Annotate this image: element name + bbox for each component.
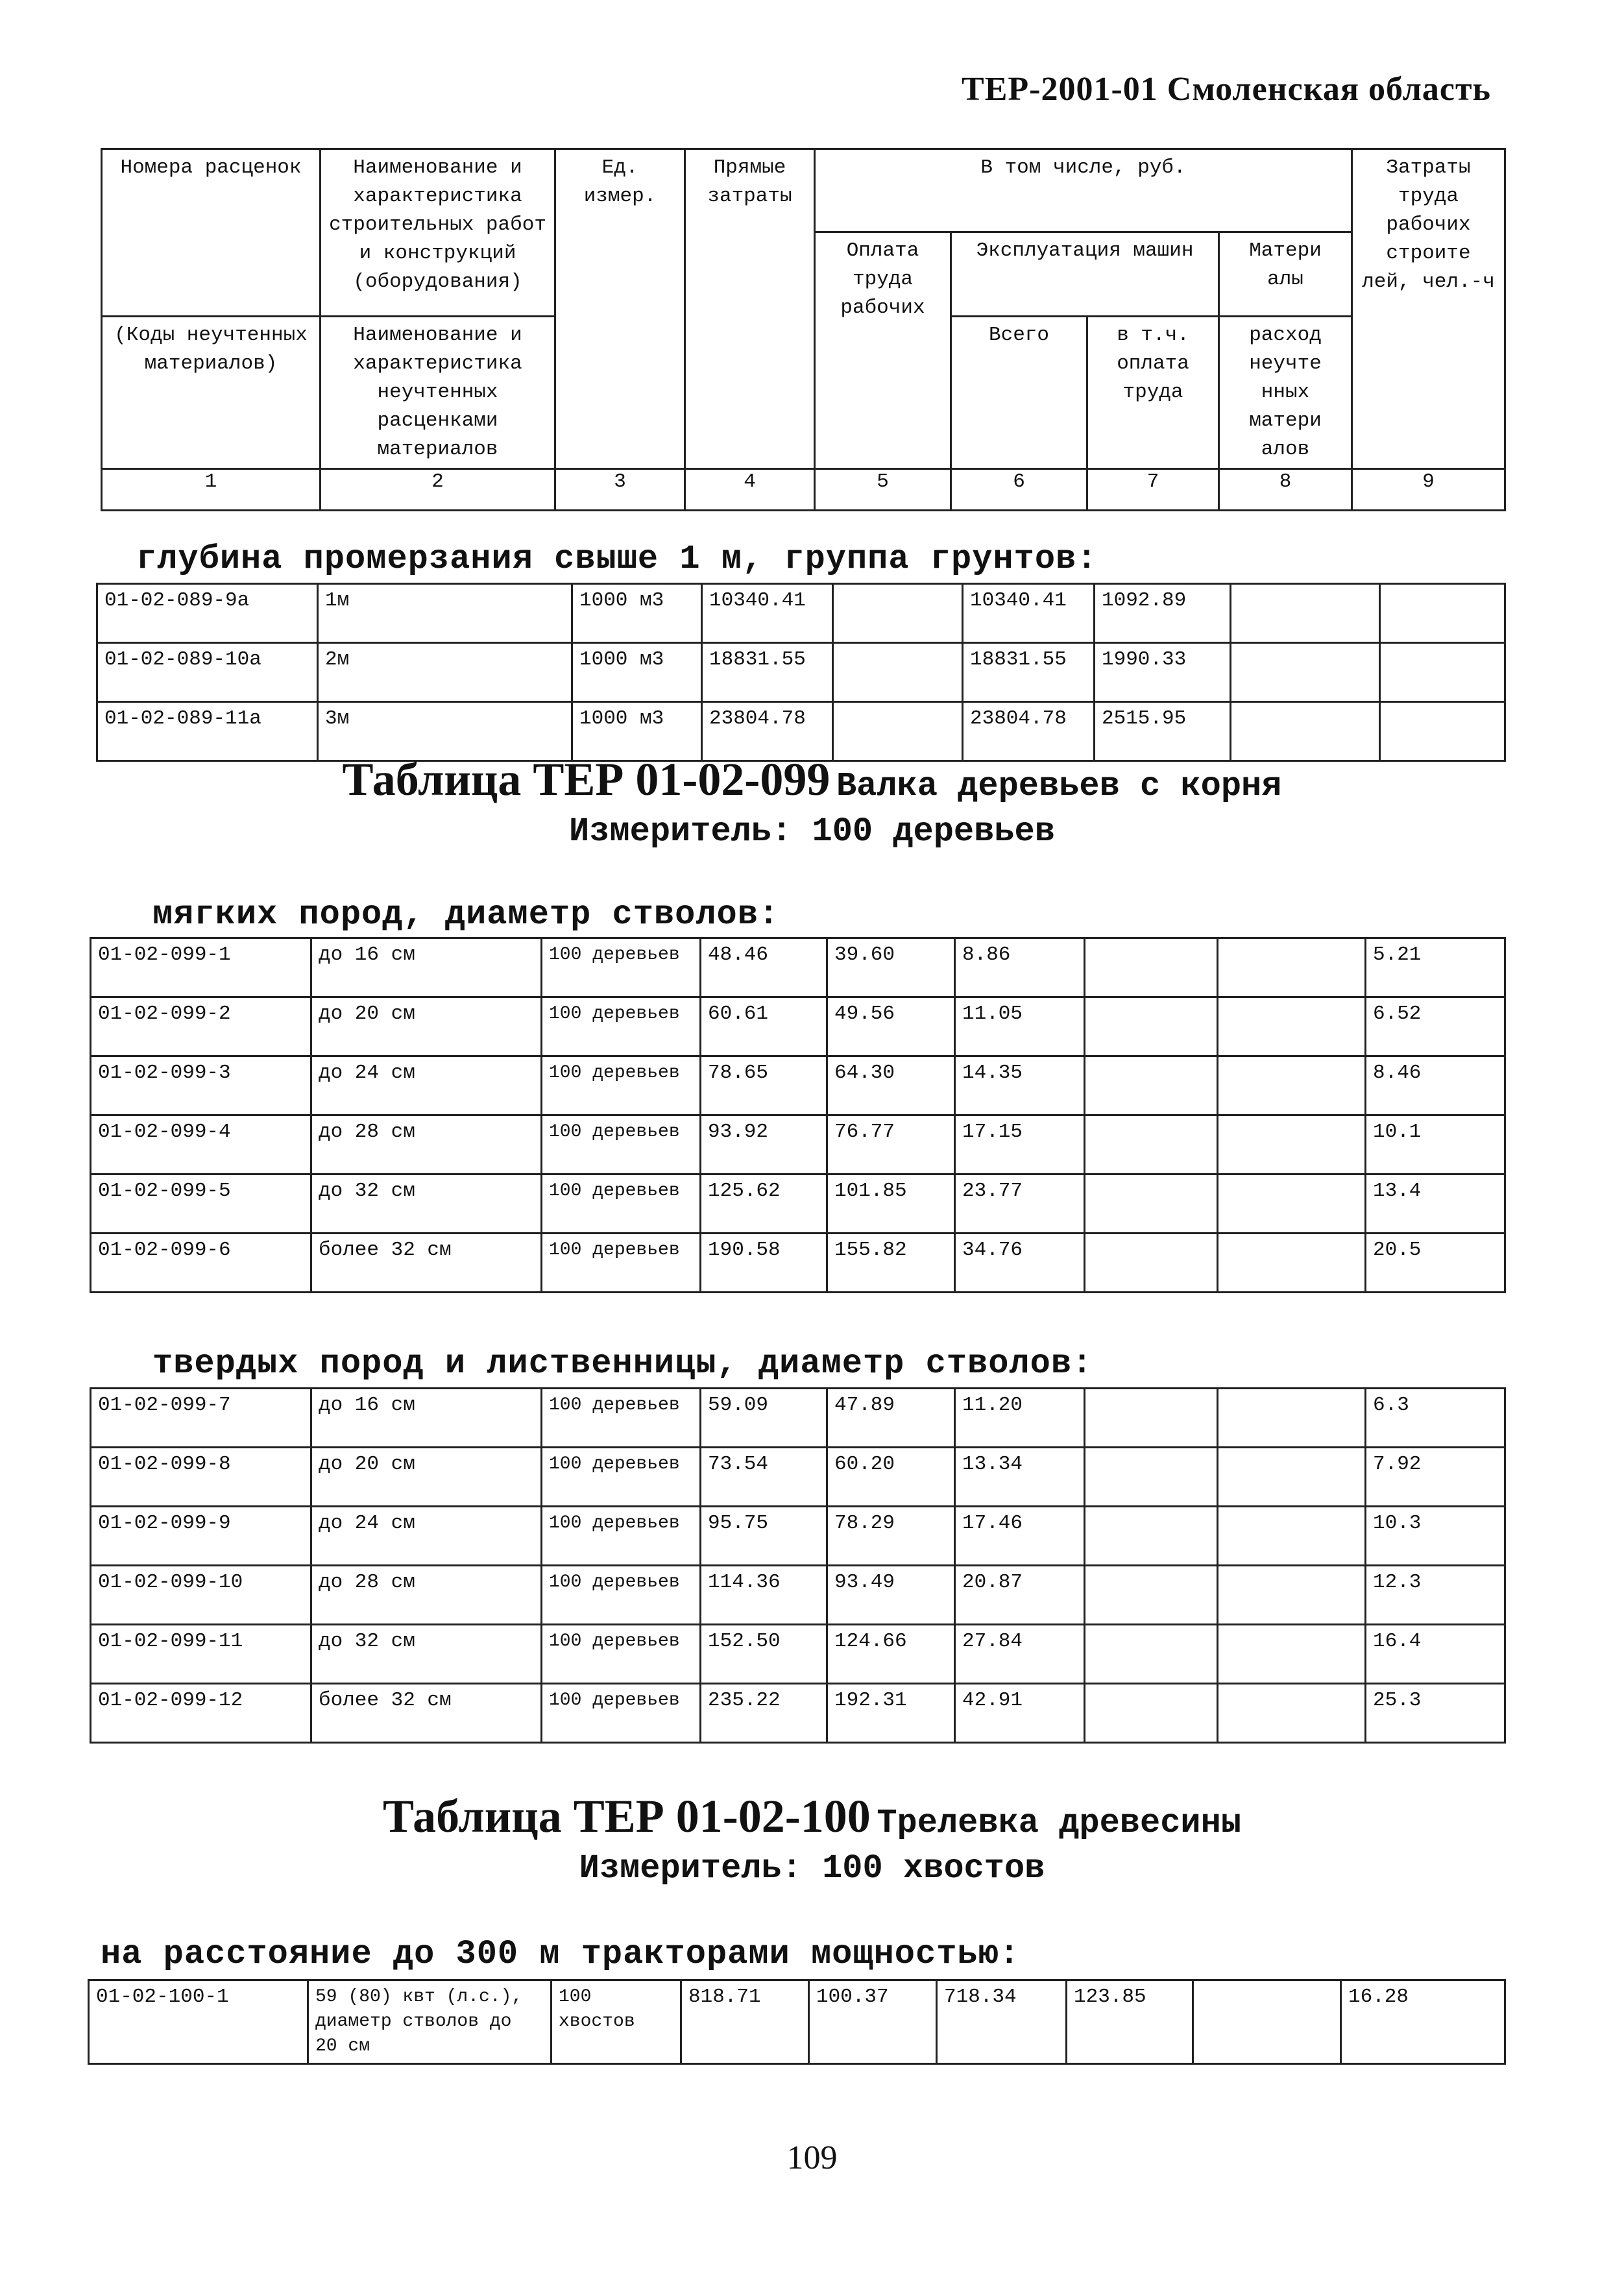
machine-labor-cell	[1085, 938, 1218, 997]
unit-cell: 1000 м3	[572, 643, 702, 702]
direct-cost-cell: 95.75	[701, 1507, 827, 1566]
machine-labor-cell	[1085, 1234, 1218, 1293]
materials-cell	[1218, 1566, 1366, 1625]
materials-cell	[1218, 938, 1366, 997]
work-name-cell: до 20 см	[311, 997, 542, 1056]
machine-labor-cell	[1085, 1566, 1218, 1625]
work-name-cell: до 32 см	[311, 1174, 542, 1234]
labor-hours-cell: 6.52	[1366, 997, 1505, 1056]
labor-hours-cell: 12.3	[1366, 1566, 1505, 1625]
machine-total-cell: 14.35	[955, 1056, 1085, 1115]
direct-cost-cell: 23804.78	[702, 702, 833, 761]
col-header-unit: Ед. измер.	[555, 149, 685, 469]
table-row	[97, 702, 1505, 761]
labor-pay-cell: 100.37	[809, 1980, 937, 2064]
col-header-name: Наименование и характеристика строительных работ и конструкций (оборудования)	[321, 149, 555, 317]
direct-cost-cell: 152.50	[701, 1625, 827, 1684]
labor-pay-cell	[833, 643, 963, 702]
table-title-number: Таблица ТЕР 01-02-099	[342, 753, 830, 805]
direct-cost-cell: 114.36	[701, 1566, 827, 1625]
labor-hours-cell: 6.3	[1366, 1389, 1505, 1448]
rate-code-cell: 01-02-099-11	[91, 1625, 311, 1684]
work-name-cell: более 32 см	[311, 1684, 542, 1743]
work-name-cell: до 24 см	[311, 1507, 542, 1566]
labor-pay-cell: 60.20	[827, 1448, 955, 1507]
rate-code-cell: 01-02-099-9	[91, 1507, 311, 1566]
direct-cost-cell: 10340.41	[702, 584, 833, 643]
machine-total-cell: 13.34	[955, 1448, 1085, 1507]
machine-total-cell: 27.84	[955, 1625, 1085, 1684]
col-header-machines-total: Всего	[951, 317, 1087, 469]
unit-cell: 100 деревьев	[542, 1056, 701, 1115]
table-row	[91, 1448, 1505, 1507]
direct-cost-cell: 48.46	[701, 938, 827, 997]
materials-cell	[1231, 702, 1380, 761]
direct-cost-cell: 190.58	[701, 1234, 827, 1293]
col-header-codes: Номера расценок	[102, 149, 321, 317]
materials-cell	[1218, 1056, 1366, 1115]
table-title	[0, 753, 1624, 807]
rate-code-cell: 01-02-099-7	[91, 1389, 311, 1448]
materials-cell	[1218, 1625, 1366, 1684]
rate-code-cell: 01-02-089-10а	[97, 643, 318, 702]
labor-pay-cell: 64.30	[827, 1056, 955, 1115]
table-row	[91, 1234, 1505, 1293]
machine-labor-cell	[1085, 1448, 1218, 1507]
page-header-title: ТЕР-2001-01 Смоленская область	[962, 71, 1491, 108]
labor-pay-cell: 49.56	[827, 997, 955, 1056]
col-header-labor-pay: Оплата труда рабочих	[815, 232, 951, 469]
section-heading: глубина промерзания свыше 1 м, группа грунтов:	[136, 540, 1098, 578]
machine-labor-cell	[1085, 1174, 1218, 1234]
work-name-cell: до 24 см	[311, 1056, 542, 1115]
col-number: 6	[951, 469, 1087, 511]
machine-total-cell: 11.05	[955, 997, 1085, 1056]
work-name-cell: до 32 см	[311, 1625, 542, 1684]
labor-pay-cell: 101.85	[827, 1174, 955, 1234]
rate-code-cell: 01-02-099-10	[91, 1566, 311, 1625]
labor-pay-cell: 192.31	[827, 1684, 955, 1743]
machine-labor-cell	[1085, 1507, 1218, 1566]
rates-table-099-soft	[90, 937, 1506, 1293]
materials-cell	[1218, 1234, 1366, 1293]
work-name-cell: 59 (80) квт (л.с.), диаметр стволов до 20 см	[308, 1980, 551, 2064]
direct-cost-cell: 93.92	[701, 1115, 827, 1174]
rate-code-cell: 01-02-099-5	[91, 1174, 311, 1234]
labor-hours-cell: 13.4	[1366, 1174, 1505, 1234]
machine-labor-cell: 123.85	[1067, 1980, 1193, 2064]
labor-pay-cell: 93.49	[827, 1566, 955, 1625]
labor-hours-cell: 8.46	[1366, 1056, 1505, 1115]
materials-cell	[1218, 1448, 1366, 1507]
unit-cell: 100 деревьев	[542, 1625, 701, 1684]
col-number: 3	[555, 469, 685, 511]
table-row	[91, 1174, 1505, 1234]
direct-cost-cell: 59.09	[701, 1389, 827, 1448]
direct-cost-cell: 125.62	[701, 1174, 827, 1234]
work-name-cell: до 28 см	[311, 1115, 542, 1174]
unit-cell: 100 деревьев	[542, 1684, 701, 1743]
direct-cost-cell: 818.71	[681, 1980, 809, 2064]
unit-cell: 100 деревьев	[542, 1389, 701, 1448]
unit-cell: 100 деревьев	[542, 1448, 701, 1507]
table-title-number: Таблица ТЕР 01-02-100	[382, 1790, 871, 1842]
labor-hours-cell: 25.3	[1366, 1684, 1505, 1743]
section-heading: твердых пород и лиственницы, диаметр стволов:	[152, 1344, 1093, 1383]
machine-labor-cell: 1092.89	[1095, 584, 1231, 643]
machine-total-cell: 23804.78	[963, 702, 1095, 761]
work-name-cell: более 32 см	[311, 1234, 542, 1293]
unit-cell: 100 хвостов	[551, 1980, 681, 2064]
labor-hours-cell: 16.28	[1341, 1980, 1505, 2064]
table-row	[89, 1980, 1505, 2064]
table-row	[91, 1056, 1505, 1115]
unit-cell: 100 деревьев	[542, 997, 701, 1056]
table-title-text: Валка деревьев с корня	[836, 767, 1282, 805]
col-header-machines: Эксплуатация машин	[951, 232, 1219, 317]
labor-hours-cell: 10.1	[1366, 1115, 1505, 1174]
unit-cell: 100 деревьев	[542, 1115, 701, 1174]
direct-cost-cell: 60.61	[701, 997, 827, 1056]
col-header-machines-labor: в т.ч. оплата труда	[1087, 317, 1219, 469]
col-number: 9	[1352, 469, 1505, 511]
unit-cell: 1000 м3	[572, 584, 702, 643]
labor-pay-cell	[833, 584, 963, 643]
col-header-direct: Прямые затраты	[685, 149, 815, 469]
machine-total-cell: 8.86	[955, 938, 1085, 997]
materials-cell	[1193, 1980, 1341, 2064]
col-number: 4	[685, 469, 815, 511]
direct-cost-cell: 78.65	[701, 1056, 827, 1115]
rates-table-100	[88, 1979, 1506, 2065]
unit-cell: 100 деревьев	[542, 938, 701, 997]
col-header-unaccounted-name: Наименование и характеристика неучтенных расценками материалов	[321, 317, 555, 469]
work-name-cell: до 16 см	[311, 938, 542, 997]
machine-total-cell: 18831.55	[963, 643, 1095, 702]
work-name-cell: 1м	[318, 584, 572, 643]
col-header-materials: Матери алы	[1219, 232, 1352, 317]
col-number: 8	[1219, 469, 1352, 511]
unit-cell: 100 деревьев	[542, 1234, 701, 1293]
table-row	[91, 1566, 1505, 1625]
rates-table-089	[96, 583, 1506, 762]
direct-cost-cell: 235.22	[701, 1684, 827, 1743]
col-header-unaccounted-usage: расход неучте нных матери алов	[1219, 317, 1352, 469]
machine-labor-cell	[1085, 1115, 1218, 1174]
section-heading: мягких пород, диаметр стволов:	[152, 895, 780, 934]
labor-pay-cell: 155.82	[827, 1234, 955, 1293]
table-row	[97, 643, 1505, 702]
rate-code-cell: 01-02-099-12	[91, 1684, 311, 1743]
rate-code-cell: 01-02-100-1	[89, 1980, 308, 2064]
labor-hours-cell: 5.21	[1366, 938, 1505, 997]
labor-pay-cell: 76.77	[827, 1115, 955, 1174]
col-number: 2	[321, 469, 555, 511]
labor-hours-cell: 20.5	[1366, 1234, 1505, 1293]
table-measure: Измеритель: 100 деревьев	[569, 812, 1055, 851]
rate-code-cell: 01-02-089-11а	[97, 702, 318, 761]
machine-labor-cell	[1085, 1684, 1218, 1743]
section-heading: на расстояние до 300 м тракторами мощностью:	[101, 1935, 1021, 1973]
work-name-cell: до 28 см	[311, 1566, 542, 1625]
col-header-unaccounted-codes: (Коды неучтенных материалов)	[102, 317, 321, 469]
direct-cost-cell: 18831.55	[702, 643, 833, 702]
machine-total-cell: 34.76	[955, 1234, 1085, 1293]
materials-cell	[1218, 997, 1366, 1056]
unit-cell: 100 деревьев	[542, 1174, 701, 1234]
column-header-table	[101, 148, 1506, 511]
table-measure: Измеритель: 100 хвостов	[579, 1849, 1045, 1888]
labor-hours-cell	[1380, 584, 1505, 643]
labor-pay-cell	[833, 702, 963, 761]
unit-cell: 1000 м3	[572, 702, 702, 761]
table-row	[97, 584, 1505, 643]
machine-total-cell: 10340.41	[963, 584, 1095, 643]
materials-cell	[1218, 1389, 1366, 1448]
unit-cell: 100 деревьев	[542, 1507, 701, 1566]
machine-total-cell: 718.34	[937, 1980, 1067, 2064]
col-number: 1	[102, 469, 321, 511]
labor-hours-cell: 10.3	[1366, 1507, 1505, 1566]
labor-hours-cell: 16.4	[1366, 1625, 1505, 1684]
materials-cell	[1231, 643, 1380, 702]
table-row	[91, 1625, 1505, 1684]
machine-total-cell: 42.91	[955, 1684, 1085, 1743]
work-name-cell: до 16 см	[311, 1389, 542, 1448]
page-number: 109	[786, 2139, 838, 2176]
col-number: 5	[815, 469, 951, 511]
labor-hours-cell	[1380, 702, 1505, 761]
rate-code-cell: 01-02-099-3	[91, 1056, 311, 1115]
machine-labor-cell	[1085, 1389, 1218, 1448]
col-header-labor-hours: Затраты труда рабочих строите лей, чел.-ч	[1352, 149, 1505, 469]
rate-code-cell: 01-02-099-1	[91, 938, 311, 997]
col-number: 7	[1087, 469, 1219, 511]
machine-total-cell: 17.46	[955, 1507, 1085, 1566]
labor-pay-cell: 39.60	[827, 938, 955, 997]
machine-labor-cell	[1085, 997, 1218, 1056]
machine-labor-cell: 1990.33	[1095, 643, 1231, 702]
machine-total-cell: 11.20	[955, 1389, 1085, 1448]
machine-labor-cell	[1085, 1056, 1218, 1115]
table-row	[91, 1684, 1505, 1743]
labor-hours-cell: 7.92	[1366, 1448, 1505, 1507]
materials-cell	[1218, 1684, 1366, 1743]
materials-cell	[1218, 1174, 1366, 1234]
work-name-cell: до 20 см	[311, 1448, 542, 1507]
direct-cost-cell: 73.54	[701, 1448, 827, 1507]
rate-code-cell: 01-02-099-2	[91, 997, 311, 1056]
work-name-cell: 3м	[318, 702, 572, 761]
labor-pay-cell: 78.29	[827, 1507, 955, 1566]
materials-cell	[1218, 1115, 1366, 1174]
table-row	[91, 938, 1505, 997]
rate-code-cell: 01-02-099-4	[91, 1115, 311, 1174]
table-title-text: Трелевка древесины	[877, 1804, 1242, 1842]
machine-total-cell: 20.87	[955, 1566, 1085, 1625]
rate-code-cell: 01-02-099-8	[91, 1448, 311, 1507]
table-row	[91, 1507, 1505, 1566]
materials-cell	[1218, 1507, 1366, 1566]
machine-labor-cell: 2515.95	[1095, 702, 1231, 761]
rate-code-cell: 01-02-089-9а	[97, 584, 318, 643]
machine-total-cell: 23.77	[955, 1174, 1085, 1234]
rate-code-cell: 01-02-099-6	[91, 1234, 311, 1293]
col-header-including: В том числе, руб.	[815, 149, 1352, 232]
labor-pay-cell: 47.89	[827, 1389, 955, 1448]
machine-total-cell: 17.15	[955, 1115, 1085, 1174]
machine-labor-cell	[1085, 1625, 1218, 1684]
labor-pay-cell: 124.66	[827, 1625, 955, 1684]
unit-cell: 100 деревьев	[542, 1566, 701, 1625]
table-title	[0, 1790, 1624, 1843]
labor-hours-cell	[1380, 643, 1505, 702]
table-row	[91, 1115, 1505, 1174]
rates-table-099-hard	[90, 1387, 1506, 1744]
table-row	[91, 997, 1505, 1056]
table-row	[91, 1389, 1505, 1448]
materials-cell	[1231, 584, 1380, 643]
work-name-cell: 2м	[318, 643, 572, 702]
